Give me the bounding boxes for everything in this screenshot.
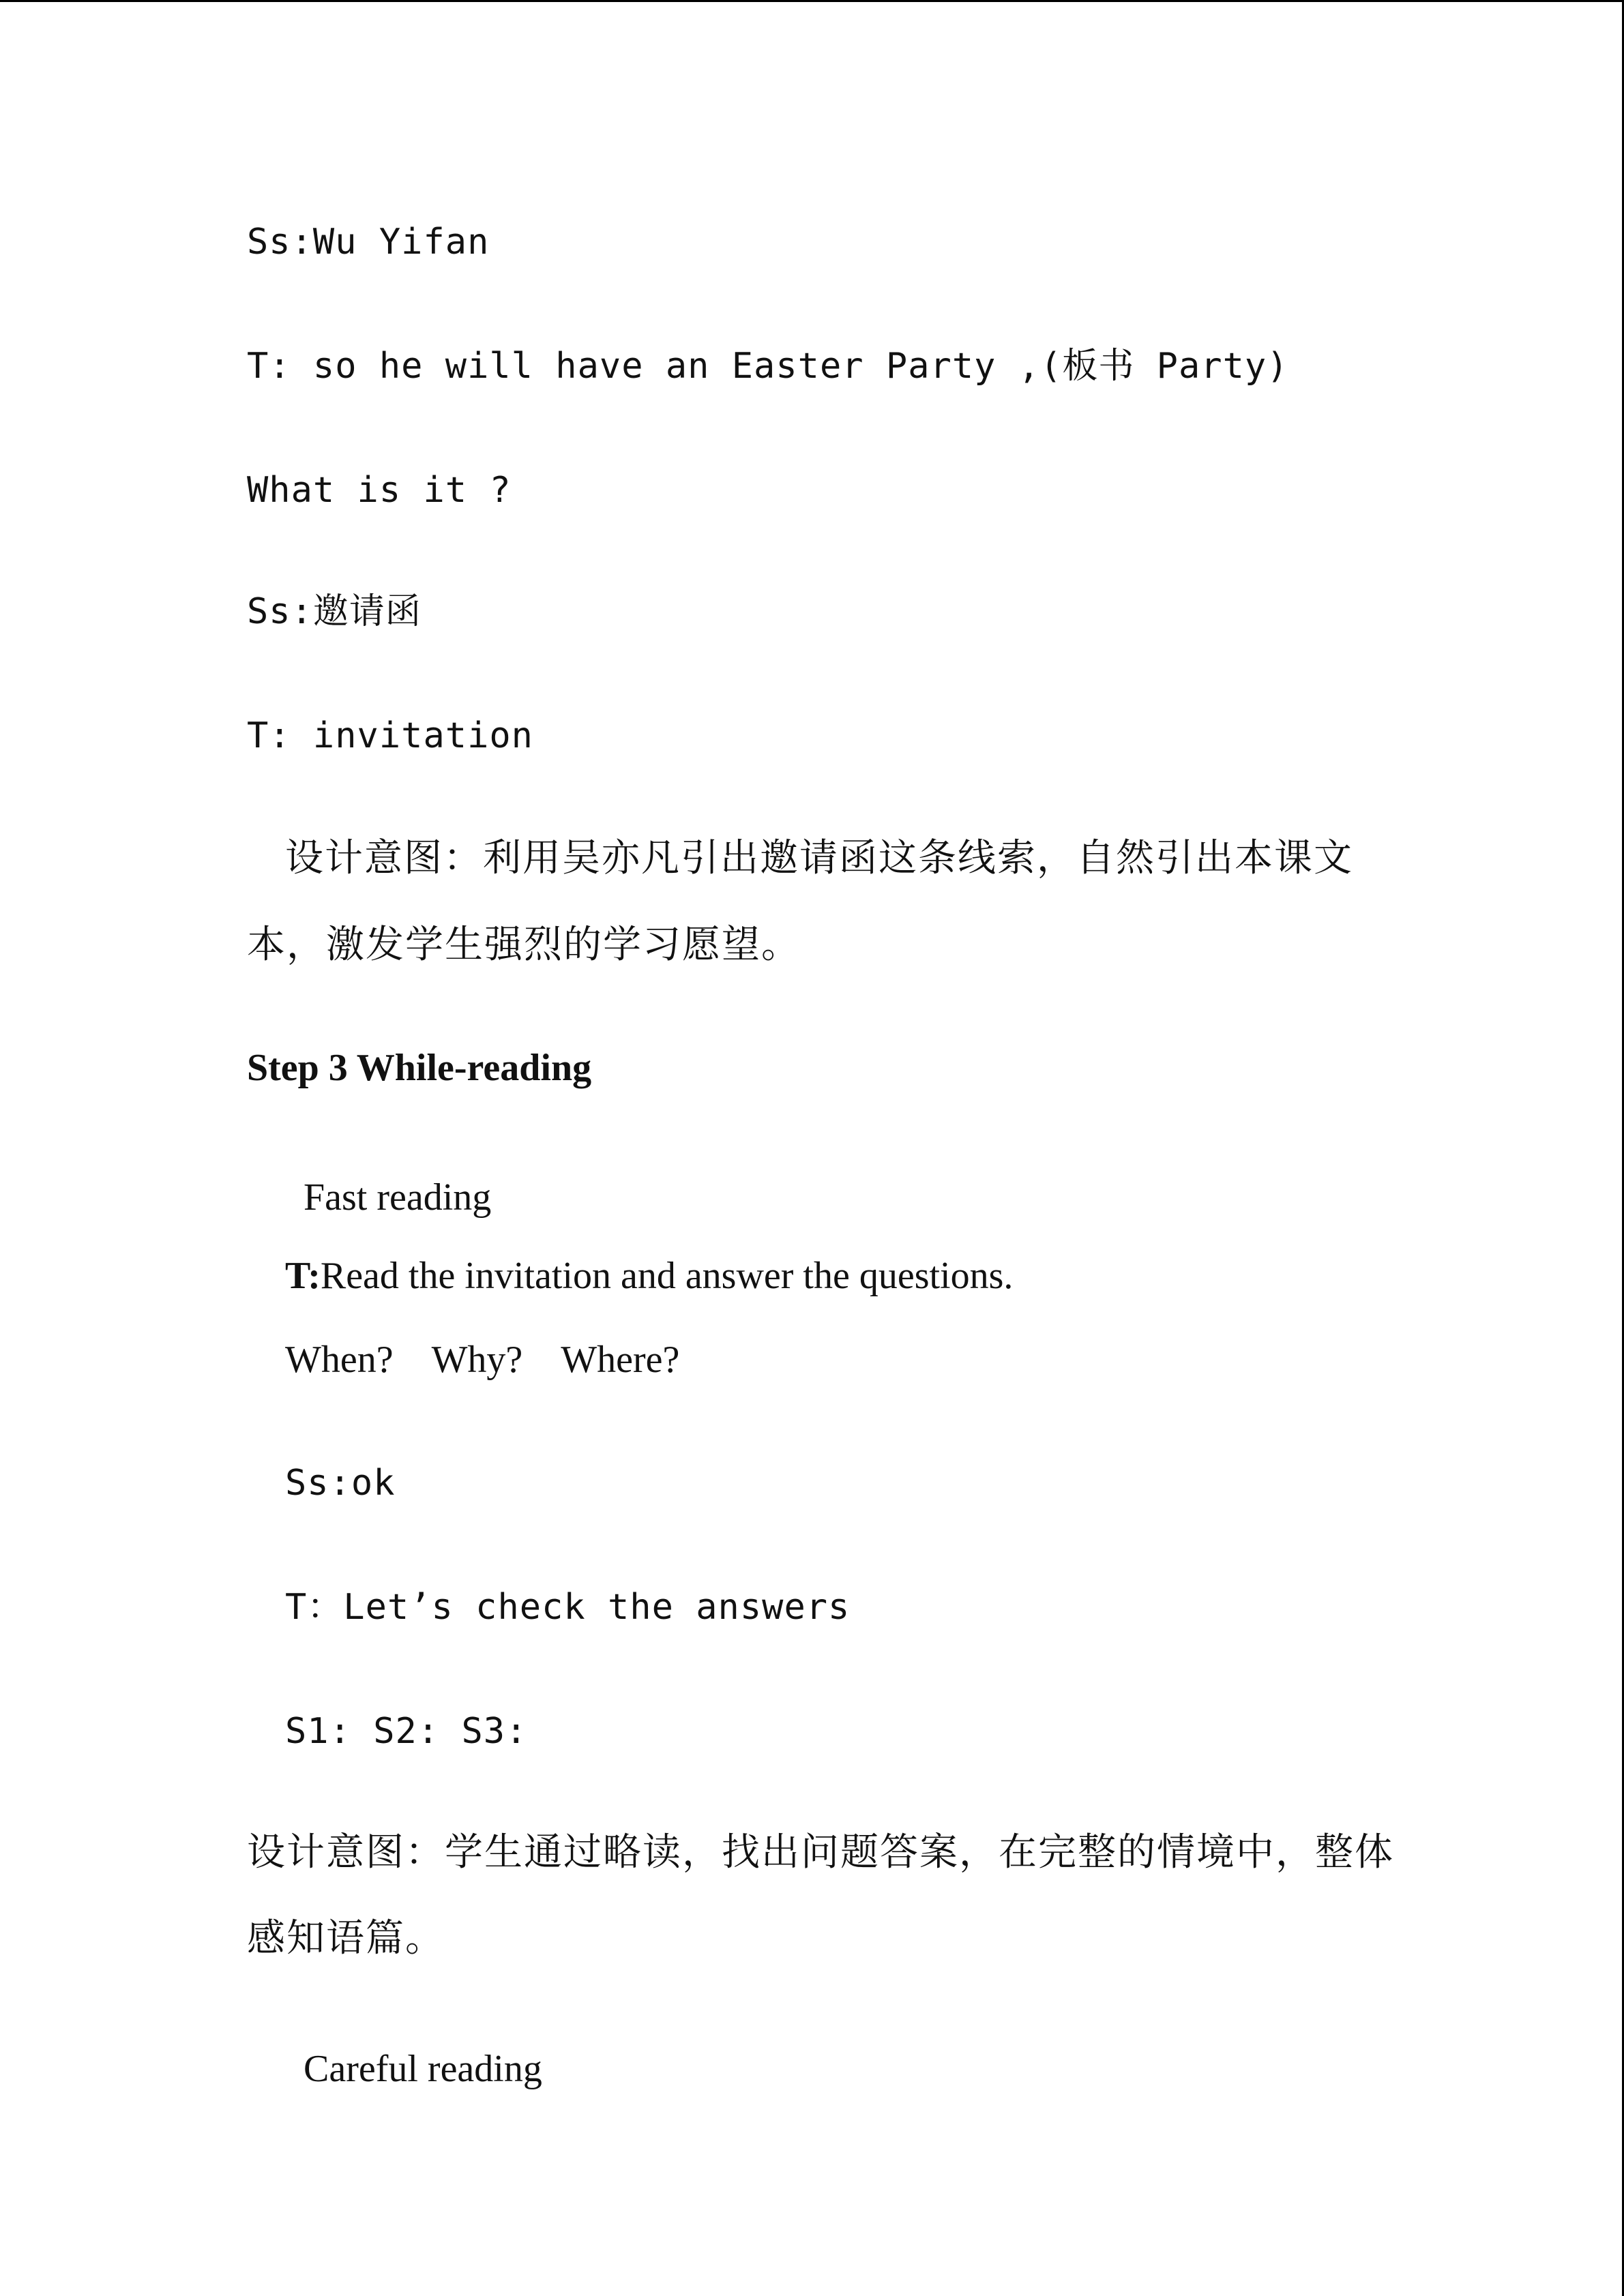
instruction-line	[285, 1257, 1013, 1295]
dialogue-line-what-is-it: What is it ?	[247, 470, 512, 511]
dialogue-line-ss-invitation-cn: Ss:邀请函	[247, 591, 422, 632]
subheading-fast-reading: Fast reading	[304, 1176, 492, 1219]
teacher-label: T:	[285, 1255, 321, 1297]
question-where: Where?	[561, 1339, 680, 1381]
design-intent-paragraph-2-line-1: 设计意图：学生通过略读，找出问题答案，在完整的情境中，整体	[247, 1830, 1394, 1875]
dialogue-line-teacher-party: T: so he will have an Easter Party ,(板书 Party)	[247, 346, 1289, 387]
dialogue-line-teacher-invitation: T: invitation	[247, 715, 533, 756]
dialogue-line-students: S1: S2: S3:	[285, 1711, 528, 1752]
question-when: When?	[285, 1339, 394, 1381]
dialogue-line-ss-wu-yifan: Ss:Wu Yifan	[247, 222, 490, 263]
subheading-careful-reading: Careful reading	[304, 2048, 542, 2090]
design-intent-paragraph-2-line-2: 感知语篇。	[247, 1916, 445, 1960]
question-why: Why?	[431, 1339, 523, 1381]
section-heading-step-3: Step 3 While-reading	[247, 1047, 592, 1089]
dialogue-line-ss-ok: Ss:ok	[285, 1463, 396, 1504]
question-words-line	[285, 1341, 679, 1379]
design-intent-paragraph-1-line-2: 本，激发学生强烈的学习愿望。	[247, 923, 801, 967]
dialogue-line-check-answers: T：Let’s check the answers	[285, 1587, 851, 1628]
design-intent-paragraph-1-line-1: 设计意图：利用吴亦凡引出邀请函这条线索，自然引出本课文	[285, 836, 1353, 880]
instruction-text: Read the invitation and answer the questions.	[320, 1255, 1014, 1297]
